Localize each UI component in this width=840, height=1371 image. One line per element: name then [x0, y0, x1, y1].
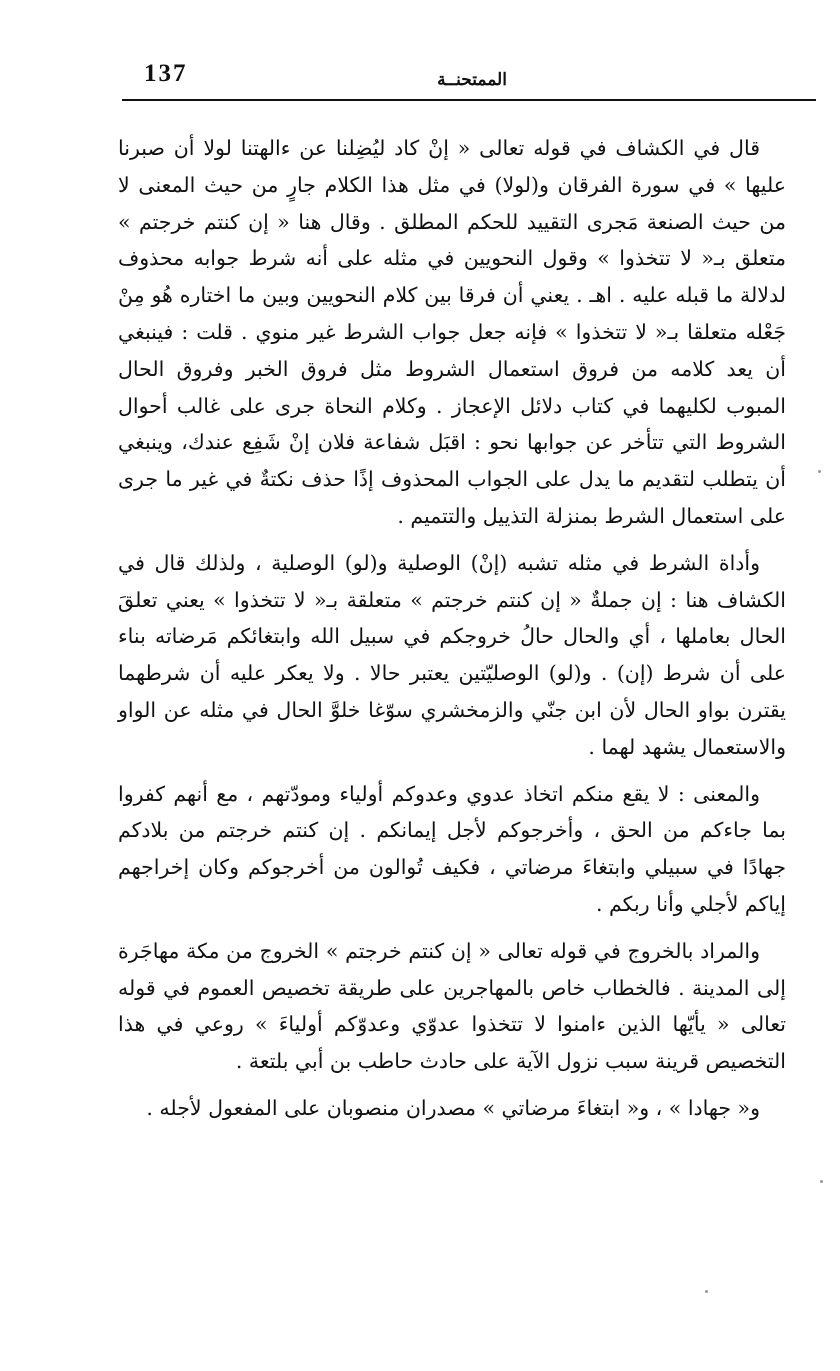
scan-speck: [820, 1180, 823, 1183]
paragraph: وأداة الشرط في مثله تشبه (إنْ) الوصلية و(لو) الوصلية ، ولذلك قال في الكشاف هنا : إن جملةٌ « إن كنتم خرجتم » متعلقة بـ« لا تتخذوا » يعني تعلقَ الحال بعاملها ، أي والحال حالُ خروجكم في سبيل الله وابتغائكم مَرضاته بناء على أن شرط (إن) . و(لو) الوصليّتين يعتبر حالا . ولا يعكر عليه أن شرطهما يقترن بواو الحال لأن ابن جنّي والزمخشري سوّغا خلوَّ الحال في مثله عن الواو والاستعمال يشهد لهما .: [118, 550, 786, 759]
scan-speck: [818, 470, 821, 473]
page-number: 137: [144, 60, 188, 87]
header-rule: [122, 99, 816, 101]
paragraph: والمراد بالخروج في قوله تعالى « إن كنتم خرجتم » الخروج من مكة مهاجَرة إلى المدينة . فالخطاب خاص بالمهاجرين على طريقة تخصيص العموم في قوله تعالى « يأيّها الذين ءامنوا لا تتخذوا عدوّي وعدوّكم أولياءَ » روعي في هذا التخصيص قرينة سبب نزول الآية على حادث حاطب بن أبي بلتعة .: [118, 938, 786, 1074]
paragraph: والمعنى : لا يقع منكم اتخاذ عدوي وعدوكم أولياء ومودّتهم ، مع أنهم كفروا بما جاءكم من الحق ، وأخرجوكم لأجل إيمانكم . إن كنتم خرجتم من بلادكم جهادًا في سبيلي وابتغاءَ مرضاتي ، فكيف تُوالون من أخرجوكم وكان إخراجهم إياكم لأجلي وأنا ربكم .: [118, 781, 786, 916]
running-title: الممتحنــة: [437, 70, 507, 90]
body-text: [118, 130, 786, 1127]
page-header: [122, 58, 816, 102]
paragraph: قال في الكشاف في قوله تعالى « إنْ كاد ليُضِلنا عن ءالهتنا لولا أن صبرنا عليها » في سورة الفرقان و(لولا) في مثل هذا الكلام جارٍ من حيث المعنى لا من حيث الصنعة مَجرى التقييد للحكم المطلق . وقال هنا « إن كنتم خرجتم » متعلق بـ« لا تتخذوا » وقول النحويين في مثله على أنه شرط جوابه محذوف لدلالة ما قبله عليه . اهـ . يعني أن فرقا بين كلام النحويين وبين ما اختاره هُو مِنْ جَعْله متعلقا بـ« لا تتخذوا » فإنه جعل جواب الشرط غير منوي . قلت : فينبغي أن يعد كلامه من فروق استعمال الشروط مثل فروق الخبر وفروق الحال المبوب لكليهما في كتاب دلائل الإعجاز . وكلام النحاة جرى على غالب أحوال الشروط التي تتأخر عن جوابها نحو : اقبَل شفاعة فلان إنْ شَفِع عندك، وينبغي أن يتطلب لتقديم ما يدل على الجواب المحذوف إذًا حذف نكتةٌ في غير ما جرى على استعمال الشرط بمنزلة التذييل والتتميم .: [118, 136, 786, 528]
paragraph: و« جهادا » ، و« ابتغاءَ مرضاتي » مصدران منصوبان على المفعول لأجله .: [146, 1095, 760, 1120]
scan-speck: [705, 1290, 708, 1293]
